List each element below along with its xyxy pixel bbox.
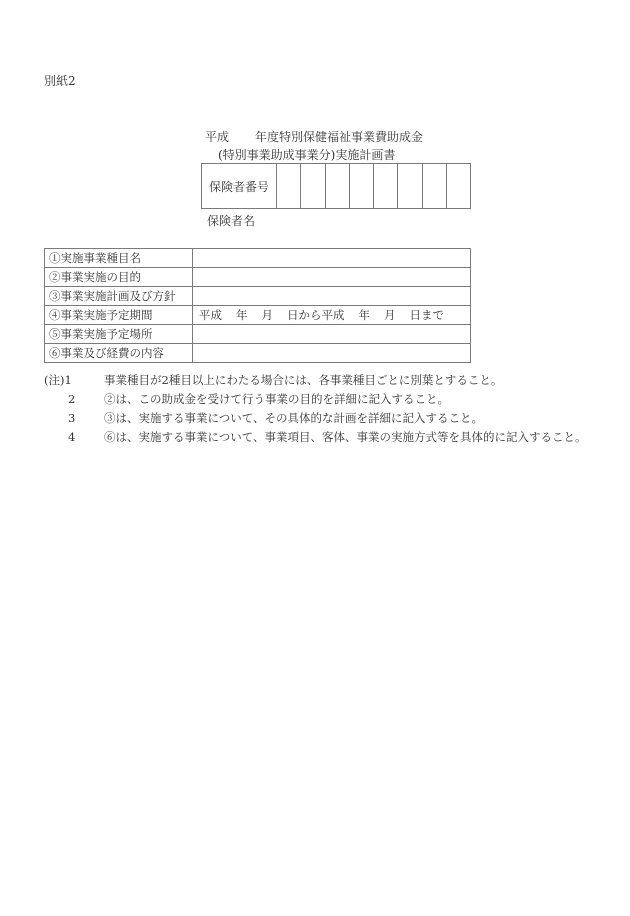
insurer-number-box <box>201 163 471 209</box>
note-number: 2 <box>68 392 76 406</box>
row-value-location[interactable] <box>193 325 471 344</box>
insurer-number-digit-1[interactable] <box>277 164 301 208</box>
insurer-number-digit-4[interactable] <box>350 164 374 208</box>
row-label-purpose: ②事業実施の目的 <box>45 268 193 287</box>
table-row <box>45 268 471 287</box>
note-text: ⑥は、実施する事業について、事業項目、客体、事業の実施方式等を具体的に記入すること。 <box>104 430 587 444</box>
table-row <box>45 287 471 306</box>
attachment-label: 別紙2 <box>44 74 76 88</box>
document-title-line1 <box>205 128 423 145</box>
period-year-start: 年 <box>236 308 248 322</box>
note-item <box>44 428 587 447</box>
period-day-until: 日まで <box>409 308 444 322</box>
row-value-purpose[interactable] <box>193 268 471 287</box>
note-item <box>44 409 587 428</box>
note-item <box>44 371 587 390</box>
period-day-from: 日から平成 <box>287 308 345 322</box>
row-value-project-expenses[interactable] <box>193 344 471 363</box>
table-row <box>45 306 471 325</box>
document-title-line2: (特別事業助成事業分)実施計画書 <box>218 148 396 162</box>
note-text: 事業種目が2種目以上にわたる場合には、各事業種目ごとに別葉とすること。 <box>104 373 503 387</box>
note-number: (注)1 <box>44 373 72 387</box>
period-year-end: 年 <box>358 308 370 322</box>
row-label-location: ⑤事業実施予定場所 <box>45 325 193 344</box>
insurer-number-digit-2[interactable] <box>301 164 325 208</box>
table-row <box>45 325 471 344</box>
row-value-period[interactable] <box>193 306 471 325</box>
title-era: 平成 <box>205 130 230 144</box>
insurer-number-digit-6[interactable] <box>398 164 422 208</box>
insurer-name-label: 保険者名 <box>207 214 256 228</box>
notes <box>44 371 587 447</box>
table-row <box>45 344 471 363</box>
insurer-number-digit-5[interactable] <box>374 164 398 208</box>
insurer-number-digit-7[interactable] <box>423 164 447 208</box>
title-rest: 年度特別保健福祉事業費助成金 <box>255 130 424 144</box>
period-era-start: 平成 <box>199 308 222 322</box>
table-row <box>45 249 471 268</box>
period-month-end: 月 <box>384 308 396 322</box>
insurer-number-digit-8[interactable] <box>447 164 470 208</box>
note-text: ②は、この助成金を受けて行う事業の目的を詳細に記入すること。 <box>104 392 449 406</box>
row-label-period: ④事業実施予定期間 <box>45 306 193 325</box>
row-label-project-type: ①実施事業種目名 <box>45 249 193 268</box>
row-value-project-type[interactable] <box>193 249 471 268</box>
insurer-number-digit-3[interactable] <box>326 164 350 208</box>
insurer-number-label: 保険者番号 <box>202 164 277 208</box>
row-label-plan-policy: ③事業実施計画及び方針 <box>45 287 193 306</box>
plan-table <box>44 248 471 363</box>
note-item <box>44 390 587 409</box>
period-month-start: 月 <box>261 308 273 322</box>
row-value-plan-policy[interactable] <box>193 287 471 306</box>
note-number: 3 <box>68 411 76 425</box>
row-label-project-expenses: ⑥事業及び経費の内容 <box>45 344 193 363</box>
note-text: ③は、実施する事業について、その具体的な計画を詳細に記入すること。 <box>104 411 484 425</box>
note-number: 4 <box>68 430 76 444</box>
